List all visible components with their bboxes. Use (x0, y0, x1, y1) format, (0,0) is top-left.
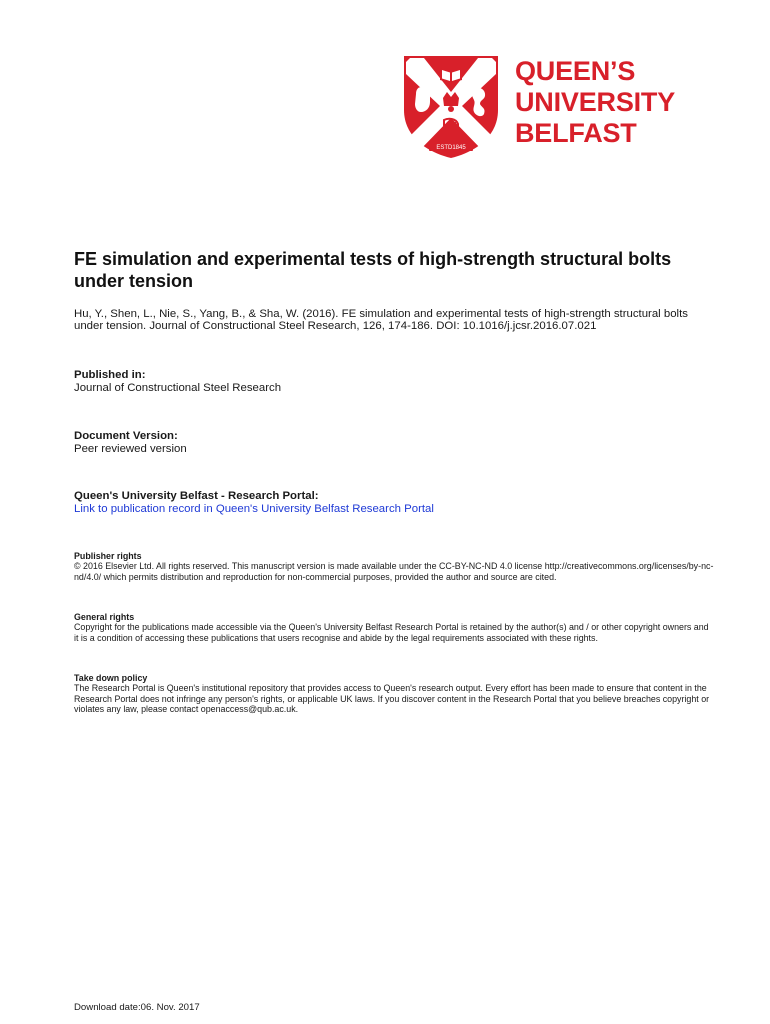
wordmark-line-1: QUEEN’S (515, 56, 636, 86)
document-version-section (74, 430, 714, 455)
research-portal-section (74, 490, 714, 515)
published-in-section (74, 369, 714, 394)
general-rights-section (74, 612, 714, 643)
published-in-value: Journal of Constructional Steel Research (74, 381, 282, 394)
crest-establishment-text: ESTD1845 (436, 145, 466, 151)
university-logo[interactable] (402, 54, 714, 162)
general-rights-text: Copyright for the publications made accessible via the Queen's University Belfast Research Portal is retained by the author(s) and / or other copyright owners and it is a condition of accessing these publications that users recognise and abide by the legal requirements associated with these rights. (74, 622, 709, 643)
document-version-label: Document Version: (74, 430, 178, 442)
publication-record-link[interactable]: Link to publication record in Queen's University Belfast Research Portal (74, 502, 434, 515)
citation-text: Hu, Y., Shen, L., Nie, S., Yang, B., & Sha, W. (2016). FE simulation and experimental tests of high-strength structural bolts under tension. Journal of Constructional Steel Research, 126, 174-186. DOI: 10.1016/j.jcsr.2016.07.021 (74, 308, 688, 333)
publisher-rights-section (74, 551, 714, 582)
take-down-policy-text: The Research Portal is Queen's institutional repository that provides access to Queen's research output. Every effort has been made to ensure that content in the Research Portal does not infringe any person's rights, or applicable UK laws. If you discover content in the Research Portal that you believe breaches copyright or violates any law, please contact openaccess@qub.ac.uk. (74, 683, 710, 714)
publisher-rights-label: Publisher rights (74, 551, 142, 561)
download-date: Download date:06. Nov. 2017 (74, 1002, 200, 1013)
take-down-policy-label: Take down policy (74, 673, 148, 683)
published-in-label: Published in: (74, 369, 146, 381)
publisher-rights-text: © 2016 Elsevier Ltd. All rights reserved. This manuscript version is made available under the CC-BY-NC-ND 4.0 license http://creativecommons.org/licenses/by-nc-nd/4.0/ which permits distribution and reproduction for non-commercial purposes, provided the author and source are cited. (74, 561, 714, 582)
general-rights-label: General rights (74, 612, 135, 622)
publication-title: FE simulation and experimental tests of high-strength structural bolts under tension (74, 249, 672, 291)
wordmark-line-2: UNIVERSITY (515, 87, 676, 117)
research-portal-label: Queen's University Belfast - Research Portal: (74, 490, 319, 502)
wordmark-line-3: BELFAST (515, 118, 637, 148)
university-crest-icon (402, 54, 500, 160)
document-version-value: Peer reviewed version (74, 442, 187, 455)
take-down-policy-section (74, 673, 714, 714)
university-wordmark (515, 56, 675, 149)
